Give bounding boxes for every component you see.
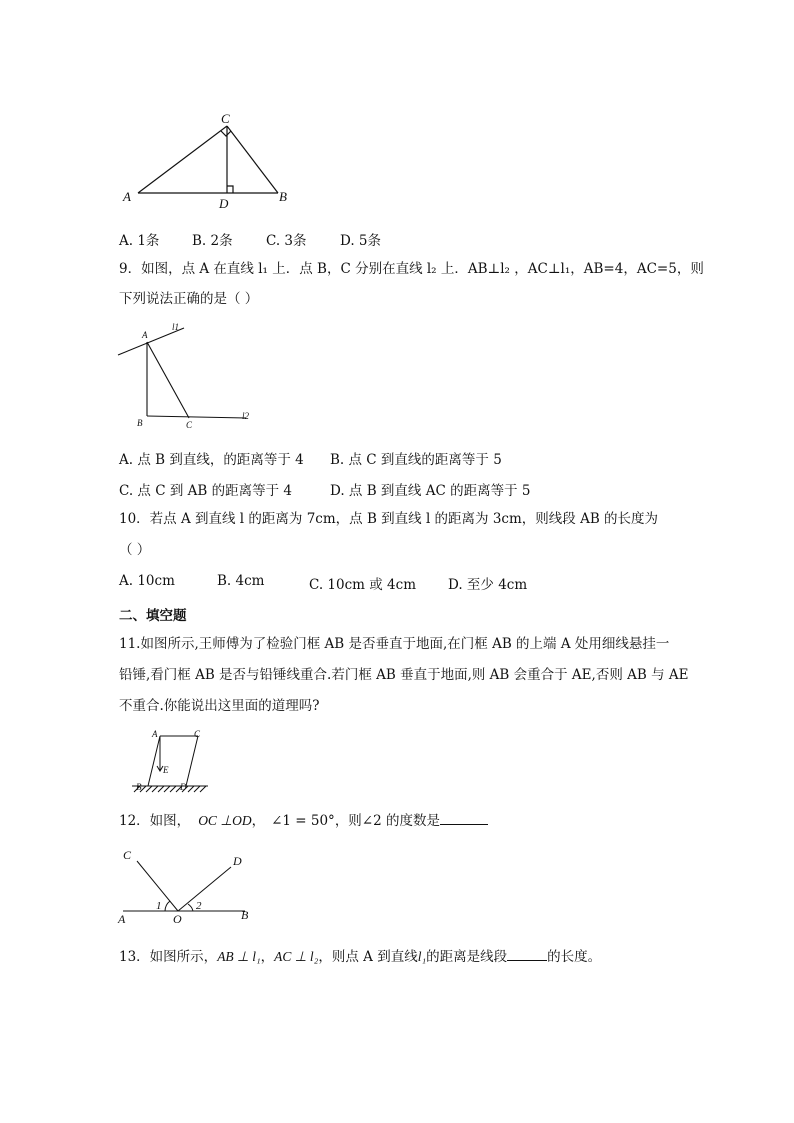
angle-label-A: A: [118, 912, 126, 923]
door-label-E: E: [163, 765, 169, 775]
label-C: C: [221, 111, 230, 126]
q12-question: [119, 810, 488, 830]
q12-suffix: ，则∠2 的度数是: [334, 813, 441, 829]
section-heading: 二、填空题: [119, 608, 187, 624]
door-frame-figure: [118, 726, 218, 796]
q13-math-2: AC ⊥ l₂: [274, 949, 319, 964]
q12-prefix: 12．如图，: [119, 813, 191, 829]
q10-question-line-1: 10．若点 A 到直线 l 的距离为 7cm，点 B 到直线 l 的距离为 3cm，则线段 AB 的长度为: [119, 511, 659, 527]
q9-figure: [116, 318, 266, 433]
q9-question-line-2: 下列说法正确的是（ ）: [119, 291, 259, 307]
q9-label-A: A: [142, 330, 148, 340]
angle-label-D: D: [233, 854, 242, 868]
label-A: A: [123, 189, 131, 204]
q9-option-a: A. 点 B 到直线，的距离等于 4: [119, 452, 304, 468]
triangle-figure: [120, 108, 300, 213]
angle-label-C: C: [123, 848, 132, 862]
door-label-B: B: [136, 782, 142, 792]
label-B: B: [279, 189, 287, 204]
q11-question-line-1: 11.如图所示,王师傅为了检验门框 AB 是否垂直于地面,在门框 AB 的上端 A 处用细线悬挂一: [119, 636, 670, 652]
q13-mid: ，则点 A 到直线: [318, 949, 418, 965]
q9-label-B: B: [137, 418, 143, 428]
q12-math-perp: OC ⊥OD: [198, 813, 252, 828]
q13-answer-blank[interactable]: [507, 946, 547, 961]
q12-separator: ，: [251, 813, 266, 829]
q11-question-line-3: 不重合.你能说出这里面的道理吗?: [119, 698, 320, 714]
q12-math-angle: ∠1 = 50°: [271, 813, 335, 829]
q8-option-b: B. 2条: [192, 233, 233, 249]
q13-suffix: 的距离是线段: [426, 949, 508, 965]
q9-label-l1: l1: [172, 322, 180, 332]
q9-option-c: C. 点 C 到 AB 的距离等于 4: [119, 483, 292, 499]
door-label-A: A: [152, 729, 158, 739]
q8-option-a: A. 1条: [119, 233, 160, 249]
q13-math-1: AB ⊥ l₁: [217, 949, 261, 964]
angle-label-B: B: [241, 908, 249, 922]
door-label-C: C: [194, 729, 201, 739]
angle-label-O: O: [173, 912, 182, 923]
q11-question-line-2: 铅锤,看门框 AB 是否与铅锤线重合.若门框 AB 垂直于地面,则 AB 会重合于 AE,否则 AB 与 AE: [119, 667, 689, 683]
angle-label-1: 1: [156, 900, 162, 912]
q13-question: [119, 946, 601, 966]
q9-label-C: C: [186, 420, 193, 430]
q12-answer-blank[interactable]: [440, 810, 488, 825]
q8-option-c: C. 3条: [266, 233, 307, 249]
angle-label-2: 2: [196, 900, 202, 912]
angle-figure: [113, 843, 263, 923]
q10-option-c: C. 10cm 或 4cm: [309, 577, 417, 593]
q9-option-b: B. 点 C 到直线的距离等于 5: [330, 452, 502, 468]
q8-option-d: D. 5条: [340, 233, 382, 249]
q10-question-line-2: （ ）: [119, 542, 151, 558]
label-D: D: [219, 196, 229, 211]
q13-end: 的长度。: [547, 949, 602, 965]
q13-prefix: 13．如图所示，: [119, 949, 218, 965]
q13-separator: ，: [260, 949, 275, 965]
door-label-D: D: [180, 782, 187, 792]
q10-option-d: D. 至少 4cm: [448, 577, 528, 593]
q9-option-d: D. 点 B 到直线 AC 的距离等于 5: [330, 483, 531, 499]
q13-math-3: l₁: [417, 949, 427, 964]
q9-label-l2: l2: [242, 411, 250, 421]
q10-option-b: B. 4cm: [217, 573, 265, 589]
q9-question-line-1: 9．如图，点 A 在直线 l₁ 上．点 B，C 分别在直线 l₂ 上．AB⊥l₂ ，AC⊥l₁，AB=4，AC=5，则: [119, 261, 704, 277]
q10-option-a: A. 10cm: [119, 573, 175, 589]
